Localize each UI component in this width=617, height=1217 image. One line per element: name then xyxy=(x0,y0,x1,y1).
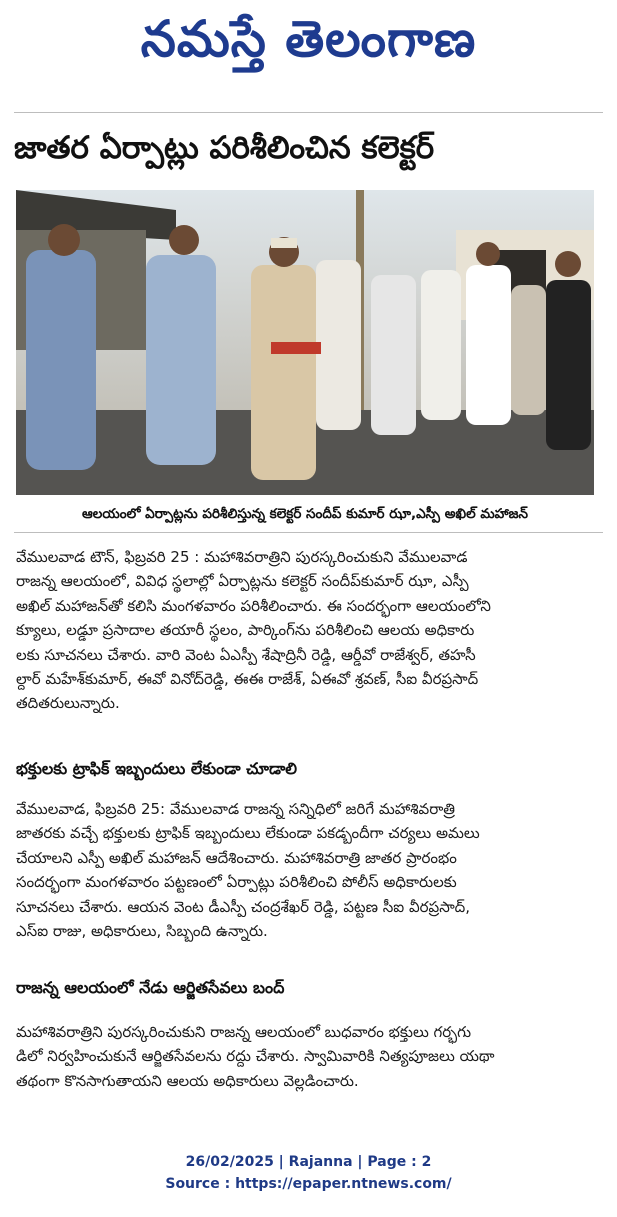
subheading-traffic: భక్తులకు ట్రాఫిక్ ఇబ్బందులు లేకుండా చూడాలి xyxy=(16,759,298,778)
article-line: సందర్భంగా మంగళవారం పట్టణంలో ఏర్పాట్లు పరిశీలించి పోలీస్ అధికారులకు xyxy=(16,873,457,892)
divider xyxy=(14,532,603,533)
article-line: డిలో నిర్వహించుకునే ఆర్జితసేవలను రద్దు చేశారు. స్వామివారికి నిత్యపూజలు యథా xyxy=(16,1047,495,1066)
article-line: వేములవాడ టౌన్, ఫిబ్రవరి 25 : మహాశివరాత్రిని పురస్కరించుకుని వేములవాడ xyxy=(16,548,468,566)
article-headline: జాతర ఏర్పాట్లు పరిశీలించిన కలెక్టర్ xyxy=(14,130,435,166)
divider xyxy=(14,112,603,113)
article-line: జాతరకు వచ్చే భక్తులకు ట్రాఫిక్ ఇబ్బందులు లేకుండా పకడ్బందీగా చర్యలు అమలు xyxy=(16,824,480,843)
article-line: అఖిల్ మహాజన్‌తో కలిసి మంగళవారం పరిశీలించారు. ఈ సందర్భంగా ఆలయంలోని xyxy=(16,596,491,615)
masthead-title: నమస్తే తెలంగాణ xyxy=(140,9,477,68)
article-line: తథంగా కొనసాగుతాయని ఆలయ అధికారులు వెల్లడించారు. xyxy=(16,1071,359,1090)
article-2-body xyxy=(16,797,594,943)
article-line: ల్దార్ మహేశ్‌కుమార్, ఈవో వినోద్‌రెడ్డి, ఈఈ రాజేశ్, ఏఈవో శ్రవణ్, సీఐ వీరప్రసాద్ xyxy=(16,670,479,689)
article-line: మహాశివరాత్రిని పురస్కరించుకుని రాజన్న ఆలయంలో బుధవారం భక్తులు గర్భగు xyxy=(16,1023,472,1041)
news-photo xyxy=(16,190,594,495)
photo-caption: ఆలయంలో ఏర్పాట్లను పరిశీలిస్తున్న కలెక్టర్ సందీప్ కుమార్ ఝా,ఎస్పీ అఖిల్ మహాజన్ xyxy=(82,506,528,522)
article-line: రాజన్న ఆలయంలో, వివిధ స్థలాల్లో ఏర్పాట్లను కలెక్టర్ సందీప్‌కుమార్ ఝా, ఎస్పీ xyxy=(16,572,469,591)
article-line: చేయాలని ఎస్పీ అఖిల్ మహాజన్ ఆదేశించారు. మహాశివరాత్రి జాతర ప్రారంభం xyxy=(16,848,457,867)
article-line: ఎస్ఐ రాజు, అధికారులు, సిబ్బంది ఉన్నారు. xyxy=(16,922,268,941)
article-3-body xyxy=(16,1020,594,1093)
article-1-body xyxy=(16,545,594,716)
footer-source: Source : https://epaper.ntnews.com/ xyxy=(165,1176,452,1192)
footer-date-page: 26/02/2025 | Rajanna | Page : 2 xyxy=(185,1154,432,1170)
article-line: సూచనలు చేశారు. ఆయన వెంట డీఎస్పీ చంద్రశేఖర్ రెడ్డి, పట్టణ సీఐ వీరప్రసాద్, xyxy=(16,897,471,916)
subheading-seva: రాజన్న ఆలయంలో నేడు ఆర్జితసేవలు బంద్ xyxy=(16,978,285,997)
masthead xyxy=(0,4,617,74)
article-line: తదితరులున్నారు. xyxy=(16,694,120,713)
article-line: వేములవాడ, ఫిబ్రవరి 25: వేములవాడ రాజన్న సన్నిధిలో జరిగే మహాశివరాత్రి xyxy=(16,800,455,818)
article-line: క్యూలు, లడ్డూ ప్రసాదాల తయారీ స్థలం, పార్కింగ్‌ను పరిశీలించి ఆలయ అధికారు xyxy=(16,621,475,640)
article-line: లకు సూచనలు చేశారు. వారి వెంట ఏఎస్పీ శేషాద్రినీ రెడ్డి, ఆర్డీవో రాజేశ్వర్, తహసీ xyxy=(16,645,476,664)
